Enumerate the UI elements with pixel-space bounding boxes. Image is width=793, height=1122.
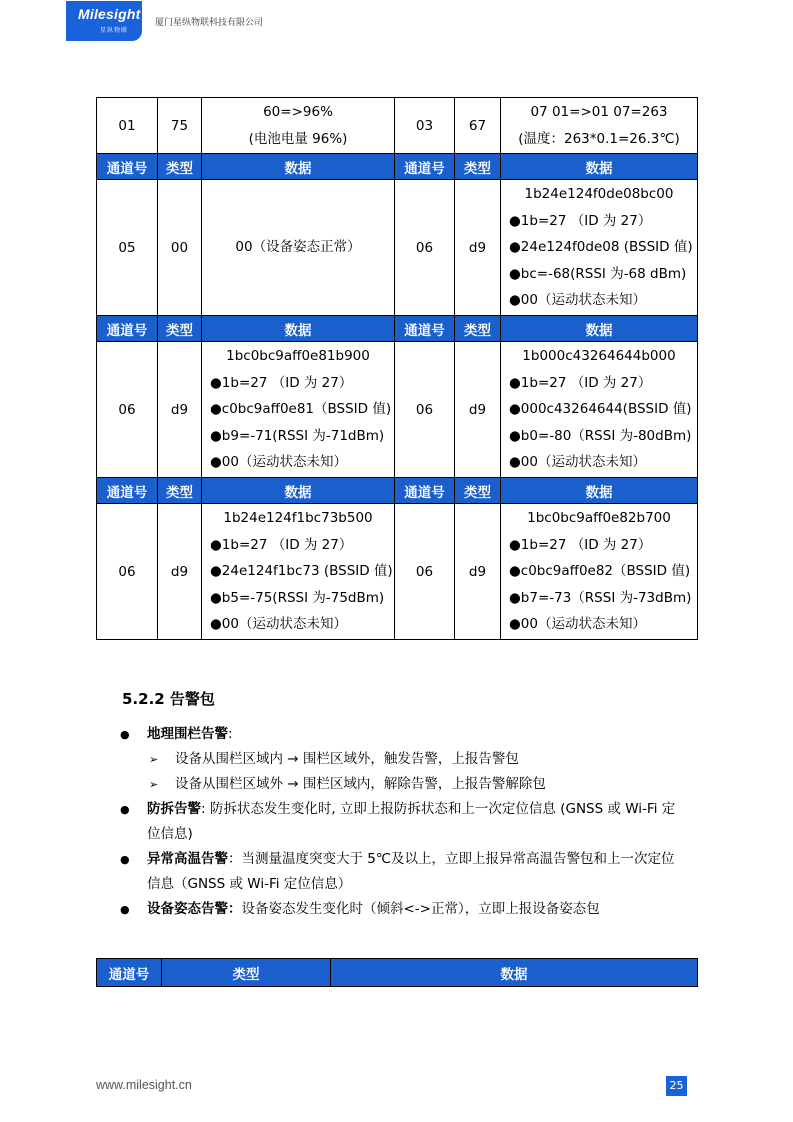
list-item (120, 847, 680, 897)
logo-subtext: 星纵物联 (100, 27, 129, 34)
sub-list-item (120, 772, 680, 797)
type-cell: 00 (158, 180, 202, 316)
header-channel: 通道号 (97, 316, 158, 342)
data-line: ●c0bc9aff0e82（BSSID 值) (509, 563, 691, 580)
company-name: 厦门星纵物联科技有限公司 (155, 18, 264, 28)
data-line: ●000c43264644(BSSID 值) (509, 401, 692, 418)
item-label: 防拆告警 (147, 801, 201, 817)
channel-cell: 06 (395, 342, 455, 478)
bullet-icon: ● (120, 853, 130, 866)
data-line: ●24e124f1bc73 (BSSID 值) (210, 563, 393, 580)
data-line: ●1b=27 （ID 为 27） (210, 536, 353, 553)
data-line: ●1b=27 （ID 为 27） (509, 212, 652, 229)
data-line-main: 00（设备姿态正常） (235, 239, 361, 256)
data-cell (202, 504, 395, 640)
type-cell: d9 (455, 180, 501, 316)
list-item (120, 722, 680, 747)
data-line-main: 1bc0bc9aff0e82b700 (527, 510, 671, 527)
header-data: 数据 (202, 316, 395, 342)
header-data: 数据 (501, 316, 698, 342)
item-label: 地理围栏告警 (147, 726, 228, 742)
header-data: 数据 (331, 959, 698, 987)
data-cell (501, 98, 698, 154)
table-row (97, 342, 698, 478)
header-data: 数据 (202, 478, 395, 504)
header-data: 数据 (501, 154, 698, 180)
bullet-icon: ● (120, 803, 130, 816)
logo-text: Milesight (78, 6, 141, 22)
data-line: ●b9=-71(RSSI 为-71dBm) (210, 427, 385, 444)
data-line: (电池电量 96%) (248, 130, 348, 147)
data-line: ●00（运动状态未知） (210, 616, 347, 633)
table-header-row (97, 316, 698, 342)
header-data: 数据 (202, 154, 395, 180)
channel-cell: 05 (97, 180, 158, 316)
data-line: ●00（运动状态未知） (509, 616, 646, 633)
table-header-row (97, 154, 698, 180)
data-line-main: 1b24e124f1bc73b500 (223, 510, 373, 527)
item-text: ：当测量温度突变大于 5℃及以上，立即上报异常高温告警包和上一次定位信息（GNSS 或 Wi-Fi 定位信息） (147, 851, 675, 892)
data-line-main: 1b000c43264644b000 (522, 348, 676, 365)
data-line-main: 1b24e124f0de08bc00 (524, 186, 674, 203)
channel-cell: 06 (395, 504, 455, 640)
channel-cell: 03 (395, 98, 455, 154)
data-line: ●1b=27 （ID 为 27） (210, 374, 353, 391)
table-row (97, 98, 698, 154)
channel-cell: 06 (97, 504, 158, 640)
header-type: 类型 (158, 154, 202, 180)
header-type: 类型 (162, 959, 331, 987)
data-line: ●c0bc9aff0e81（BSSID 值) (210, 401, 392, 418)
header-channel: 通道号 (97, 959, 162, 987)
footer-website[interactable]: www.milesight.cn (96, 1078, 192, 1092)
channel-cell: 06 (97, 342, 158, 478)
data-cell (501, 180, 698, 316)
company-logo (66, 1, 142, 41)
bullet-icon: ● (120, 728, 130, 741)
header-type: 类型 (455, 478, 501, 504)
item-text: : (228, 726, 233, 742)
data-line-main: 07 01=>01 07=263 (530, 103, 668, 120)
data-line: ●b5=-75(RSSI 为-75dBm) (210, 589, 385, 606)
arrow-bullet-icon: ➢ (149, 753, 159, 766)
header-type: 类型 (158, 478, 202, 504)
data-line: ●1b=27 （ID 为 27） (509, 374, 652, 391)
header-channel: 通道号 (395, 478, 455, 504)
data-line: ●00（运动状态未知） (509, 292, 646, 309)
list-item (120, 897, 680, 922)
data-line: ●00（运动状态未知） (210, 454, 347, 471)
header-channel: 通道号 (97, 154, 158, 180)
header-data: 数据 (501, 478, 698, 504)
table-header-row (97, 959, 698, 987)
type-cell: d9 (455, 504, 501, 640)
list-item (120, 797, 680, 847)
data-line: ●b7=-73（RSSI 为-73dBm) (509, 589, 692, 606)
table-row (97, 504, 698, 640)
page-header (0, 0, 793, 44)
payload-example-table (96, 97, 698, 640)
data-line: ●b0=-80（RSSI 为-80dBm) (509, 427, 692, 444)
section-title: 5.2.2 告警包 (122, 690, 215, 708)
bullet-icon: ● (120, 903, 130, 916)
type-cell: 75 (158, 98, 202, 154)
data-cell (202, 98, 395, 154)
sub-item-text: 设备从围栏区域外 → 围栏区域内，解除告警，上报告警解除包 (175, 776, 546, 792)
type-cell: d9 (158, 504, 202, 640)
data-cell (501, 342, 698, 478)
item-text: 设备姿态发生变化时（倾斜<->正常），立即上报设备姿态包 (241, 901, 600, 917)
item-label: 异常高温告警 (147, 851, 228, 867)
data-line-main: 1bc0bc9aff0e81b900 (226, 348, 370, 365)
alarm-payload-table (96, 958, 698, 987)
data-cell (202, 342, 395, 478)
item-text: : 防拆状态发生变化时, 立即上报防拆状态和上一次定位信息 (GNSS 或 Wi-Fi 定位信息) (147, 801, 676, 842)
header-type: 类型 (158, 316, 202, 342)
arrow-bullet-icon: ➢ (149, 778, 159, 791)
sub-list-item (120, 747, 680, 772)
channel-cell: 06 (395, 180, 455, 316)
data-line: ●1b=27 （ID 为 27） (509, 536, 652, 553)
data-line: (温度：263*0.1=26.3℃) (518, 130, 680, 147)
type-cell: d9 (455, 342, 501, 478)
header-channel: 通道号 (395, 154, 455, 180)
data-line: ●bc=-68(RSSI 为-68 dBm) (509, 265, 687, 282)
sub-item-text: 设备从围栏区域内 → 围栏区域外，触发告警，上报告警包 (175, 751, 519, 767)
table-header-row (97, 478, 698, 504)
type-cell: 67 (455, 98, 501, 154)
header-channel: 通道号 (97, 478, 158, 504)
page-number: 25 (666, 1076, 687, 1096)
data-line: ●24e124f0de08 (BSSID 值) (509, 239, 693, 256)
data-cell (202, 180, 395, 316)
table-row (97, 180, 698, 316)
data-cell (501, 504, 698, 640)
header-channel: 通道号 (395, 316, 455, 342)
item-label: 设备姿态告警： (147, 901, 242, 917)
data-line: ●00（运动状态未知） (509, 454, 646, 471)
header-type: 类型 (455, 316, 501, 342)
channel-cell: 01 (97, 98, 158, 154)
alarm-list (120, 722, 680, 922)
type-cell: d9 (158, 342, 202, 478)
header-type: 类型 (455, 154, 501, 180)
data-line-main: 60=>96% (263, 103, 333, 120)
